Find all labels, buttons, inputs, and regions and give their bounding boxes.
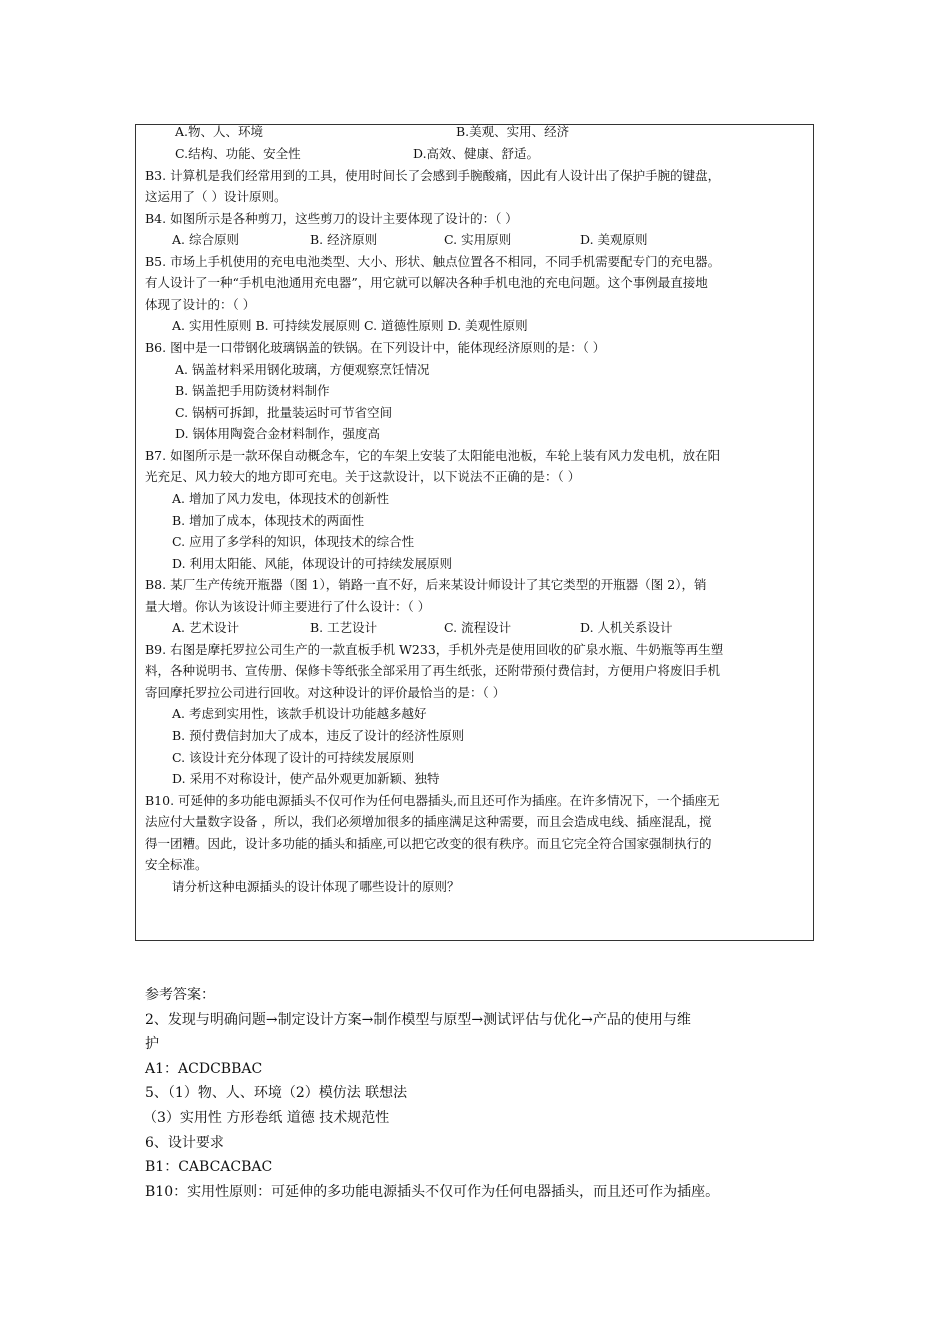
b5-line1: B5. 市场上手机使用的充电电池类型、大小、形状、触点位置各不相同，不同手机需要配专门的充电器。 <box>145 254 721 269</box>
b8-option-b: B. 工艺设计 <box>310 620 378 635</box>
b7-line1: B7. 如图所示是一款环保自动概念车，它的车架上安装了太阳能电池板，车轮上装有风力发电机，放在阳 <box>145 448 721 463</box>
b10-line1: B10. 可延伸的多功能电源插头不仅可作为任何电器插头,而且还可作为插座。在许多情况下，一个插座无 <box>145 793 720 808</box>
b8-option-a: A. 艺术设计 <box>172 620 239 635</box>
answer-5-cont: （3）实用性 方形卷纸 道德 技术规范性 <box>143 1110 390 1126</box>
a-option-a: A.物、人、环境 <box>175 124 264 139</box>
b10-line4: 安全标准。 <box>145 857 208 872</box>
b9-option-b: B. 预付费信封加大了成本，违反了设计的经济性原则 <box>172 728 465 743</box>
b4-option-a: A. 综合原则 <box>172 232 239 247</box>
b9-line3: 寄回摩托罗拉公司进行回收。对这种设计的评价最恰当的是：（ ） <box>145 685 506 700</box>
answer-b10: B10：实用性原则：可延伸的多功能电源插头不仅可作为任何电器插头，而且还可作为插座。 <box>145 1184 720 1200</box>
a-option-d: D.高效、健康、舒适。 <box>413 146 540 161</box>
b8-line2: 量大增。你认为该设计师主要进行了什么设计：（ ） <box>145 599 431 614</box>
b6-option-c: C. 锅柄可拆卸，批量装运时可节省空间 <box>175 405 393 420</box>
b6-option-d: D. 锅体用陶瓷合金材料制作，强度高 <box>175 426 381 441</box>
b7-option-b: B. 增加了成本，体现技术的两面性 <box>172 513 365 528</box>
answer-6: 6、设计要求 <box>145 1135 224 1151</box>
a-option-b: B.美观、实用、经济 <box>456 124 570 139</box>
b5-line2: 有人设计了一种“手机电池通用充电器”，用它就可以解决各种手机电池的充电问题。这个事例最直接地 <box>145 275 708 290</box>
b9-line2: 料，各种说明书、宣传册、保修卡等纸张全部采用了再生纸张，还附带预付费信封，方便用户将废旧手机 <box>145 663 721 678</box>
b5-line3: 体现了设计的：（ ） <box>145 297 256 312</box>
b4-line1: B4. 如图所示是各种剪刀，这些剪刀的设计主要体现了设计的：（ ） <box>145 211 518 226</box>
b7-line2: 光充足、风力较大的地方即可充电。关于这款设计，以下说法不正确的是：（ ） <box>145 469 581 484</box>
b6-option-a: A. 锅盖材料采用钢化玻璃，方便观察烹饪情况 <box>175 362 430 377</box>
b6-line1: B6. 图中是一口带钢化玻璃锅盖的铁锅。在下列设计中，能体现经济原则的是：（ ） <box>145 340 606 355</box>
answer-5: 5、（1）物、人、环境（2）模仿法 联想法 <box>145 1085 408 1101</box>
b5-options: A. 实用性原则 B. 可持续发展原则 C. 道德性原则 D. 美观性原则 <box>172 318 528 333</box>
b8-line1: B8. 某厂生产传统开瓶器（图 1），销路一直不好，后来某设计师设计了其它类型的开瓶器（图 2），销 <box>145 577 707 592</box>
answer-2: 2、发现与明确问题→制定设计方案→制作模型与原型→测试评估与优化→产品的使用与维 <box>145 1012 691 1028</box>
answers-heading: 参考答案： <box>145 987 215 1003</box>
b9-option-a: A. 考虑到实用性，该款手机设计功能越多越好 <box>172 706 427 721</box>
b9-option-c: C. 该设计充分体现了设计的可持续发展原则 <box>172 750 415 765</box>
b4-option-c: C. 实用原则 <box>444 232 512 247</box>
b10-line2: 法应付大量数字设备 ，所以，我们必须增加很多的插座满足这种需要，而且会造成电线、插座混乱，搅 <box>145 814 712 829</box>
b8-option-c: C. 流程设计 <box>444 620 512 635</box>
b8-option-d: D. 人机关系设计 <box>580 620 673 635</box>
answer-a1: A1：ACDCBBAC <box>145 1061 263 1077</box>
answer-2-cont: 护 <box>145 1036 159 1052</box>
b9-option-d: D. 采用不对称设计，使产品外观更加新颖、独特 <box>172 771 440 786</box>
b4-option-d: D. 美观原则 <box>580 232 648 247</box>
b7-option-a: A. 增加了风力发电，体现技术的创新性 <box>172 491 389 506</box>
b7-option-d: D. 利用太阳能、风能，体现设计的可持续发展原则 <box>172 556 453 571</box>
b9-line1: B9. 右图是摩托罗拉公司生产的一款直板手机 W233，手机外壳是使用回收的矿泉水瓶、牛奶瓶等再生塑 <box>145 642 724 657</box>
b10-line3: 得一团糟。因此，设计多功能的插头和插座,可以把它改变的很有秩序。而且它完全符合国家强制执行的 <box>145 836 712 851</box>
b4-option-b: B. 经济原则 <box>310 232 378 247</box>
b3-line1: B3. 计算机是我们经常用到的工具，使用时间长了会感到手腕酸痛，因此有人设计出了保护手腕的键盘， <box>145 168 721 183</box>
b7-option-c: C. 应用了多学科的知识，体现技术的综合性 <box>172 534 415 549</box>
b6-option-b: B. 锅盖把手用防烫材料制作 <box>175 383 330 398</box>
answer-b1: B1：CABCACBAC <box>145 1159 273 1175</box>
b10-question: 请分析这种电源插头的设计体现了哪些设计的原则？ <box>172 879 460 894</box>
a-option-c: C.结构、功能、安全性 <box>175 146 301 161</box>
b3-line2: 这运用了（ ）设计原则。 <box>145 189 287 204</box>
